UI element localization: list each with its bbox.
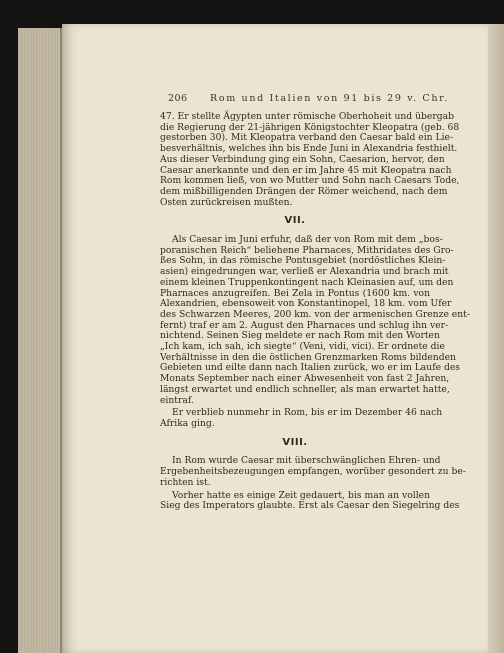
body-text bbox=[160, 111, 470, 512]
text-line: Osten zurückreisen mußten. bbox=[160, 196, 293, 208]
text-line: Als Caesar im Juni erfuhr, daß der von Rom mit dem „bos- bbox=[172, 234, 443, 246]
text-line: Ergebenheitsbezeugungen empfangen, worüber gesondert zu be- bbox=[160, 466, 466, 478]
text-line: Sieg des Imperators glaubte. Erst als Caesar den Siegelring des bbox=[160, 500, 460, 512]
text-line: einem kleinen Truppenkontingent nach Kleinasien auf, um den bbox=[160, 276, 454, 288]
paragraph-viii-2 bbox=[160, 489, 460, 512]
text-line: In Rom wurde Caesar mit überschwänglichen Ehren- und bbox=[172, 455, 441, 467]
section-heading-vii: VII. bbox=[284, 215, 306, 227]
paragraph-intro bbox=[160, 111, 460, 208]
text-line: Caesar anerkannte und den er im Jahre 45 mit Kleopatra nach bbox=[160, 164, 452, 176]
text-line: asien) eingedrungen war, verließ er Alexandria und brach mit bbox=[160, 266, 449, 278]
text-line: Afrika ging. bbox=[160, 417, 215, 429]
text-line: Monats September nach einer Abwesenheit von fast 2 Jahren, bbox=[160, 373, 450, 385]
text-line: die Regierung der 21-jährigen Königstochter Kleopatra (geb. 68 bbox=[160, 121, 460, 133]
text-line: gestorben 30). Mit Kleopatra verband den Caesar bald ein Lie- bbox=[160, 132, 454, 144]
text-line: Alexandrien, ebensoweit von Konstantinopel, 18 km. vom Ufer bbox=[160, 298, 452, 310]
text-line: Er verblieb nunmehr in Rom, bis er im Dezember 46 nach bbox=[172, 407, 443, 419]
text-line: „Ich kam, ich sah, ich siegte“ (Veni, vidi, vici). Er ordnete die bbox=[160, 341, 445, 353]
text-line: ßes Sohn, in das römische Pontusgebiet (nordöstliches Klein- bbox=[160, 255, 446, 267]
paragraph-vii-1 bbox=[160, 234, 470, 406]
text-line: dem mißbilligenden Drängen der Römer weichend, nach dem bbox=[160, 185, 448, 197]
text-line: Gebieten und eilte dann nach Italien zurück, wo er im Laufe des bbox=[160, 362, 460, 374]
text-line: eintraf. bbox=[160, 394, 194, 406]
paragraph-vii-2 bbox=[160, 407, 443, 429]
text-line: Rom kommen ließ, von wo Mutter und Sohn nach Caesars Tode, bbox=[160, 175, 460, 187]
page-header bbox=[168, 93, 468, 107]
paragraph-viii-1 bbox=[160, 455, 466, 488]
text-line: Verhältnisse in den die östlichen Grenzmarken Roms bildenden bbox=[160, 351, 456, 363]
facing-page-edge bbox=[488, 24, 504, 653]
running-head: Rom und Italien von 91 bis 29 v. Chr. bbox=[210, 93, 449, 104]
text-line: richten ist. bbox=[160, 476, 211, 488]
text-line: Vorher hatte es einige Zeit gedauert, bis man an vollen bbox=[172, 489, 430, 501]
text-line: nichtend. Seinen Sieg meldete er nach Rom mit den Worten bbox=[160, 330, 440, 342]
section-heading-viii: VIII. bbox=[282, 436, 308, 448]
page-edges bbox=[18, 28, 62, 653]
text-line: des Schwarzen Meeres, 200 km. von der armenischen Grenze ent- bbox=[160, 308, 470, 320]
text-line: längst erwartet und endlich schneller, als man erwartet hatte, bbox=[160, 383, 450, 395]
text-line: Aus dieser Verbindung ging ein Sohn, Caesarion, hervor, den bbox=[160, 153, 445, 165]
text-line: poranischen Reich“ beliehene Pharnaces, Mithridates des Gro- bbox=[160, 244, 454, 256]
page-number: 206 bbox=[168, 93, 188, 104]
text-line: Pharnaces anzugreifen. Bei Zela in Pontus (1600 km. von bbox=[160, 287, 430, 299]
text-line: fernt) traf er am 2. August den Pharnaces und schlug ihn ver- bbox=[160, 319, 449, 331]
text-line: besverhältnis, welches ihn bis Ende Juni in Alexandria festhielt. bbox=[160, 143, 458, 155]
text-line: 47. Er stellte Ägypten unter römische Oberhoheit und übergab bbox=[160, 111, 454, 122]
